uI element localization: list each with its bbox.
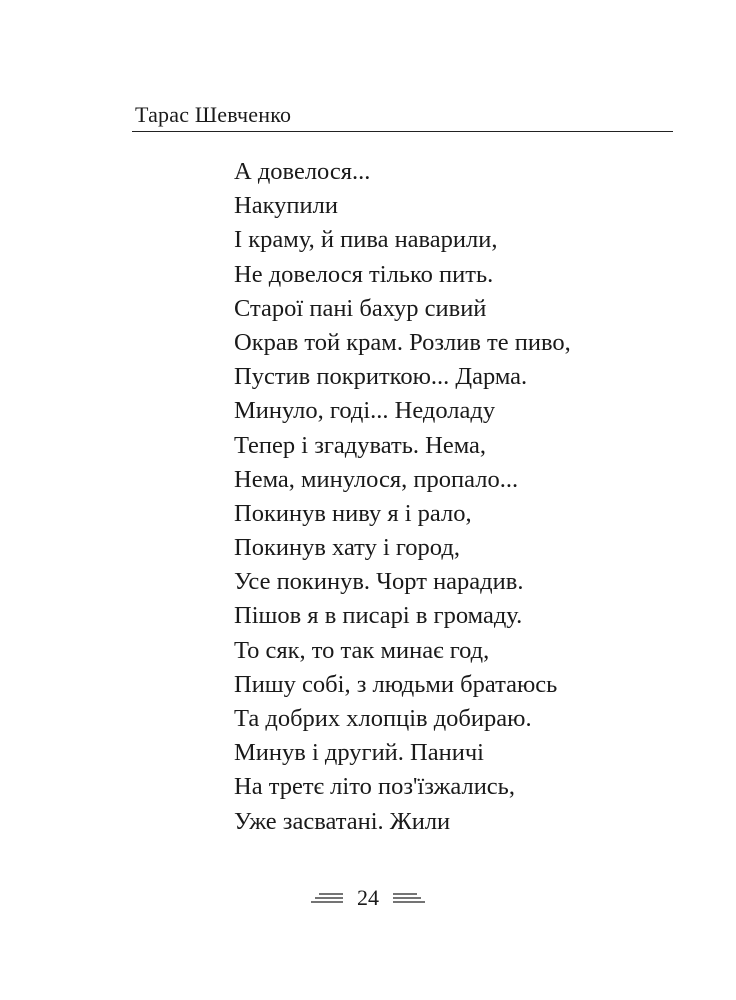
poem-line: Минуло, годі... Недоладу <box>234 397 496 425</box>
page-number: 24 <box>357 885 379 910</box>
poem-line: Усе покинув. Чорт нарадив. <box>234 568 524 596</box>
poem-line: А довелося... <box>234 158 371 185</box>
triple-line-ornament-left-icon <box>311 892 343 904</box>
poem-line: Нема, минулося, пропало... <box>234 465 519 493</box>
poem-line: Пишу собі, з людьми братаюсь <box>234 670 558 698</box>
triple-line-ornament-right-icon <box>393 892 425 904</box>
poem-line: То сяк, то так минає год, <box>234 636 490 664</box>
poem-text <box>234 155 571 839</box>
poem-line: І краму, й пива наварили, <box>234 226 498 254</box>
poem-line: На третє літо поз'їзжались, <box>234 773 515 801</box>
poem-line: Пустив покриткою... Дарма. <box>234 363 528 391</box>
poem-line: Окрав той крам. Розлив те пиво, <box>234 328 571 356</box>
poem-line: Накупили <box>234 192 338 220</box>
page-folio <box>0 884 736 912</box>
poem-line: Уже засватані. Жили <box>234 807 451 835</box>
poem-line: Старої пані бахур сивий <box>234 294 487 322</box>
header-rule <box>132 131 673 132</box>
poem-line: Не довелося тілько пить. <box>234 260 494 288</box>
poem-line: Тепер і згадувать. Нема, <box>234 431 487 459</box>
poem-line: Пішов я в писарі в громаду. <box>234 602 523 630</box>
poem-line: Минув і другий. Паничі <box>234 739 484 767</box>
poem-line: Покинув хату і город, <box>234 534 460 562</box>
poem-line: Покинув ниву я і рало, <box>234 499 472 527</box>
running-head-author: Тарас Шевченко <box>135 102 292 127</box>
poem-line: Та добрих хлопців добираю. <box>234 705 532 732</box>
